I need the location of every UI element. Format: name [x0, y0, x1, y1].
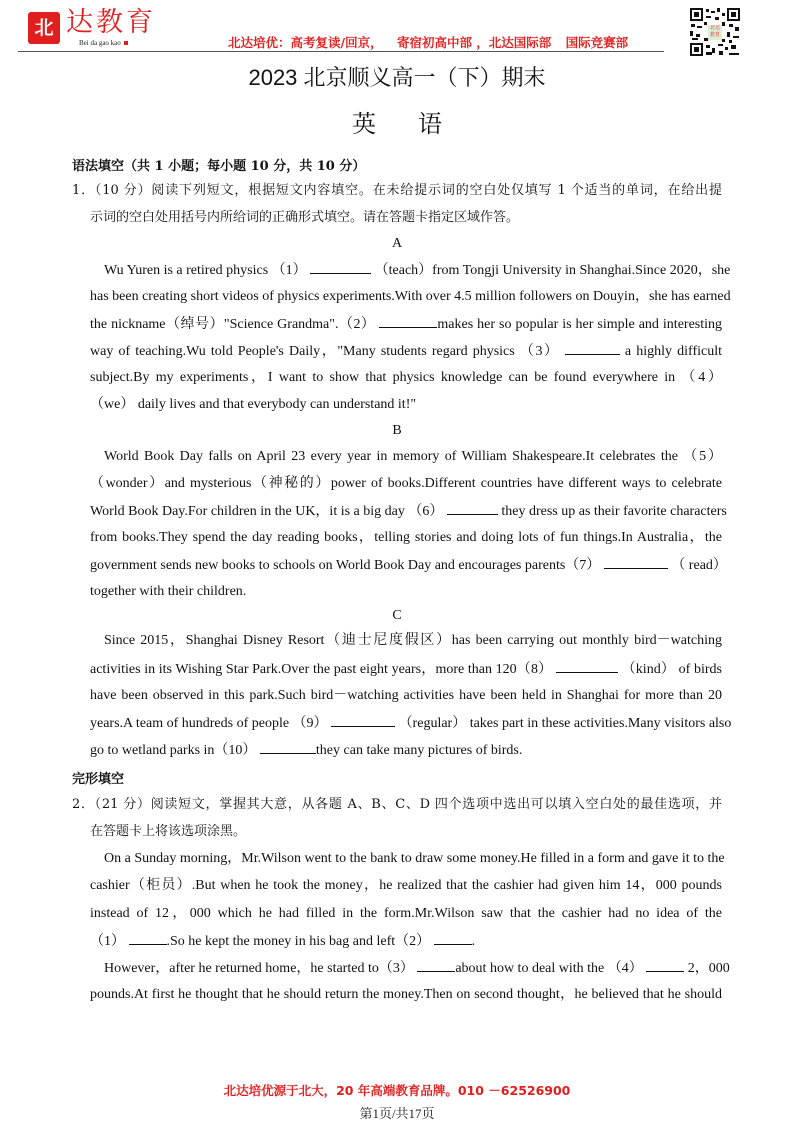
text-segment: （1） — [90, 934, 125, 949]
answer-blank-8[interactable] — [556, 660, 618, 673]
passage-b-line — [90, 502, 727, 520]
text-segment: Wu Yuren is a retired physics （1） — [104, 263, 307, 278]
text-segment: activities in its Wishing Star Park.Over the past eight years，more than 120（8） — [90, 662, 553, 677]
question-1-instruction: 1．（10 分）阅读下列短文，根据短文内容填空。在未给提示词的空白处仅填写 1 个适当的单词，在给出提 — [72, 183, 722, 198]
logo-pinyin — [79, 39, 128, 47]
header-slogan-2: 寄宿初高中部 ，北达国际部 — [396, 35, 552, 50]
text-segment: they dress up as their favorite characters — [497, 504, 727, 519]
text-segment: a highly difficult — [619, 344, 723, 359]
answer-blank-10[interactable] — [260, 741, 316, 754]
text-segment: makes her so popular is her simple and interesting — [437, 317, 723, 332]
passage-b-line: World Book Day falls on April 23 every year in memory of William Shakespeare.It celebrates the （5） — [104, 449, 722, 464]
passage-b-line: together with their children. — [90, 584, 247, 599]
passage-a-line: subject.By my experiments，I want to show that physics knowledge can be found everywhere in （4） — [90, 370, 722, 385]
logo-dot-icon — [124, 41, 128, 45]
answer-blank-1[interactable] — [310, 261, 371, 274]
question-2-instruction: 2．（21 分）阅读短文，掌握其大意，从各题 A、B、C、D 四个选项中选出可以填入空白处的最佳选项，并 — [72, 797, 722, 812]
passage-b-line: from books.They spend the day reading books，telling stories and doing lots of fun things.In Australia，the — [90, 530, 722, 545]
text-segment: the nickname（绰号）"Science Grandma".（2） — [90, 317, 376, 332]
header-slogan-1: 北达培优：高考复读/回京， — [228, 35, 383, 50]
text-segment: they can take many pictures of birds. — [315, 743, 523, 758]
text-segment: way of teaching.Wu told People's Daily，"Many students regard physics （3） — [90, 344, 560, 359]
page-title: 2023 北京顺义高一（下）期末 — [248, 65, 546, 90]
cloze-blank-4[interactable] — [646, 959, 684, 972]
cloze-blank-3[interactable] — [417, 959, 455, 972]
answer-blank-9[interactable] — [331, 714, 395, 727]
text-segment: go to wetland parks in（10） — [90, 743, 257, 758]
passage-cloze-line: instead of 12，000 which he had filled in the form.Mr.Wilson saw that the cashier had no idea of the — [90, 906, 722, 921]
subject-char-2: 语 — [418, 110, 442, 138]
cloze-blank-2[interactable] — [434, 932, 472, 945]
text-segment: . — [471, 934, 476, 949]
section-heading-cloze: 完形填空 — [72, 772, 125, 787]
answer-blank-3[interactable] — [565, 342, 620, 355]
header-divider — [18, 51, 664, 52]
text-segment: （ read） — [671, 558, 727, 573]
qr-center-label: 北达教育 — [709, 25, 720, 38]
answer-blank-6[interactable] — [447, 502, 498, 515]
text-segment: about how to deal with the （4） — [455, 961, 643, 976]
footer-slogan: 北达培优源于北大，20 年高端教育品牌。010 －62526900 — [223, 1083, 571, 1098]
text-segment: World Book Day.For children in the UK，it is a big day （6） — [90, 504, 444, 519]
passage-a-line — [90, 342, 722, 360]
header-slogan — [228, 33, 638, 51]
question-1-instruction-cont: 示词的空白处用括号内所给词的正确形式填空。请在答题卡指定区域作答。 — [90, 210, 520, 225]
passage-a-line — [104, 261, 731, 279]
cloze-blank-1[interactable] — [129, 932, 167, 945]
passage-a-line: （we） daily lives and that everybody can understand it!" — [90, 397, 417, 412]
passage-b-line: （wonder）and mysterious（神秘的）power of books.Different countries have different ways to celebrate — [90, 476, 722, 491]
question-2-instruction-cont: 在答题卡上将该选项涂黑。 — [90, 824, 247, 839]
text-segment: 2，000 — [684, 961, 730, 976]
passage-c-line — [90, 714, 732, 732]
page-number: 第1页/共17页 — [359, 1106, 435, 1121]
text-segment: （regular） takes part in these activities.Many visitors also — [398, 716, 732, 731]
text-segment: years.A team of hundreds of people （9） — [90, 716, 328, 731]
passage-b-label: B — [392, 423, 402, 438]
logo-mark: 北 — [28, 12, 60, 44]
text-segment: （teach）from Tongji University in Shanghai.Since 2020，she — [374, 263, 731, 278]
passage-a-line: has been creating short videos of physics experiments.With over 4.5 million followers on Douyin，she has earned — [90, 289, 731, 304]
section-heading-grammar: 语法填空（共 1 小题；每小题 10 分，共 10 分） — [72, 159, 366, 174]
passage-cloze-line: pounds.At first he thought that he should return the money.Then on second thought，he believed that he should — [90, 987, 722, 1002]
text-segment: However，after he returned home，he started to（3） — [104, 961, 414, 976]
passage-c-line — [90, 660, 722, 678]
text-segment: government sends new books to schools on World Book Day and encourages parents（7） — [90, 558, 601, 573]
passage-cloze-line — [104, 959, 730, 977]
passage-c-line — [90, 741, 722, 759]
logo-text: 达教育 — [66, 7, 156, 38]
answer-blank-2[interactable] — [379, 315, 437, 328]
text-segment: .So he kept the money in his bag and left（2） — [166, 934, 431, 949]
answer-blank-7[interactable] — [604, 556, 668, 569]
subject-title — [0, 108, 794, 140]
passage-cloze-line: cashier（柜员）.But when he took the money，he realized that the cashier had given him 14，000 pounds — [90, 878, 722, 893]
passage-cloze-line — [90, 932, 722, 950]
passage-a-label: A — [391, 236, 403, 251]
passage-c-line: have been observed in this park.Such bird－watching activities have been held in Shanghai for more than 20 — [90, 688, 722, 703]
header-slogan-3: 国际竞赛部 — [565, 35, 629, 50]
passage-b-line — [90, 556, 727, 574]
passage-c-line: Since 2015，Shanghai Disney Resort（迪士尼度假区）has been carrying out monthly bird－watching — [104, 633, 722, 648]
logo-pinyin-text: Bei da gao kao — [79, 39, 121, 47]
passage-a-line — [90, 315, 722, 333]
text-segment: （kind） of birds — [621, 662, 723, 677]
subject-char-1: 英 — [352, 110, 376, 138]
passage-cloze-line: On a Sunday morning，Mr.Wilson went to the bank to draw some money.He filled in a form and gave it to the — [104, 851, 725, 866]
passage-c-label: C — [392, 608, 402, 623]
